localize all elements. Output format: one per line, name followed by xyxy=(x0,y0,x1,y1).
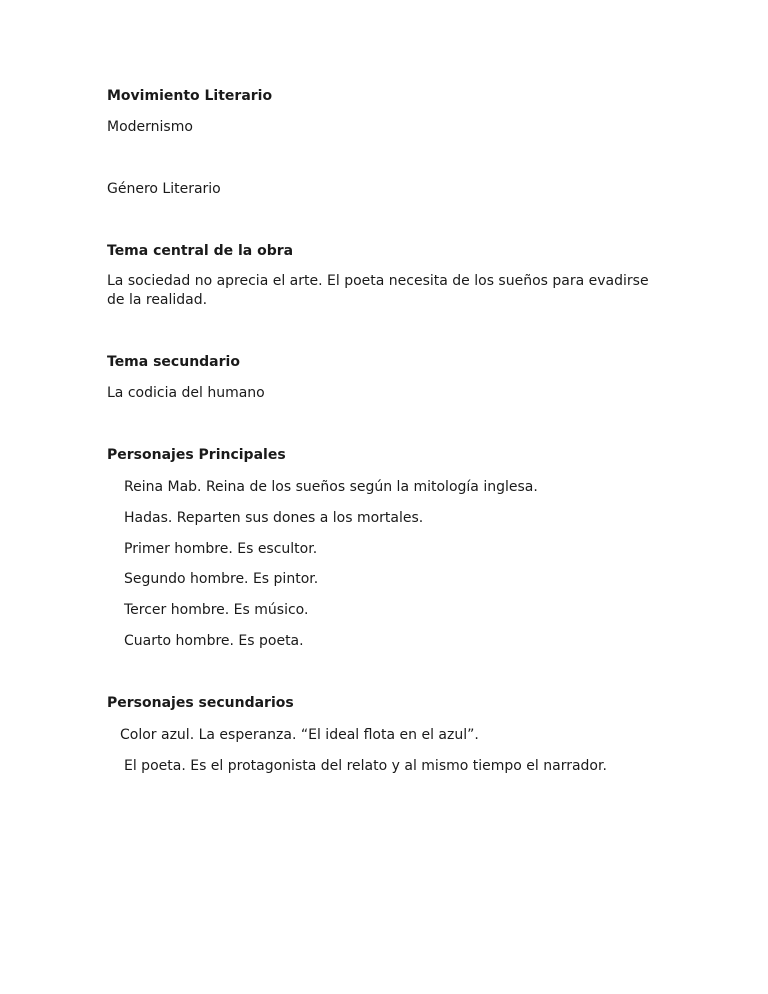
tema-secundario-heading: Tema secundario xyxy=(107,354,240,370)
personajes-secundarios-heading: Personajes secundarios xyxy=(107,695,294,711)
list-item: Hadas. Reparten sus dones a los mortales. xyxy=(124,510,424,526)
list-item: Tercer hombre. Es músico. xyxy=(124,602,309,618)
genero-heading: Género Literario xyxy=(107,181,221,197)
personajes-principales-heading: Personajes Principales xyxy=(107,447,286,463)
list-item: Segundo hombre. Es pintor. xyxy=(124,571,319,587)
movimiento-heading: Movimiento Literario xyxy=(107,88,273,104)
tema-central-heading: Tema central de la obra xyxy=(107,243,294,259)
movimiento-value: Modernismo xyxy=(107,119,193,135)
list-item: Cuarto hombre. Es poeta. xyxy=(124,633,304,649)
list-item: Reina Mab. Reina de los sueños según la mitología inglesa. xyxy=(124,479,538,495)
list-item: Color azul. La esperanza. “El ideal flota en el azul”. xyxy=(120,727,479,743)
tema-central-value: La sociedad no aprecia el arte. El poeta necesita de los sueños para evadirse de la realidad. xyxy=(107,273,649,308)
tema-secundario-value: La codicia del humano xyxy=(107,385,265,401)
list-item: Primer hombre. Es escultor. xyxy=(124,541,318,557)
list-item: El poeta. Es el protagonista del relato y al mismo tiempo el narrador. xyxy=(124,758,607,774)
